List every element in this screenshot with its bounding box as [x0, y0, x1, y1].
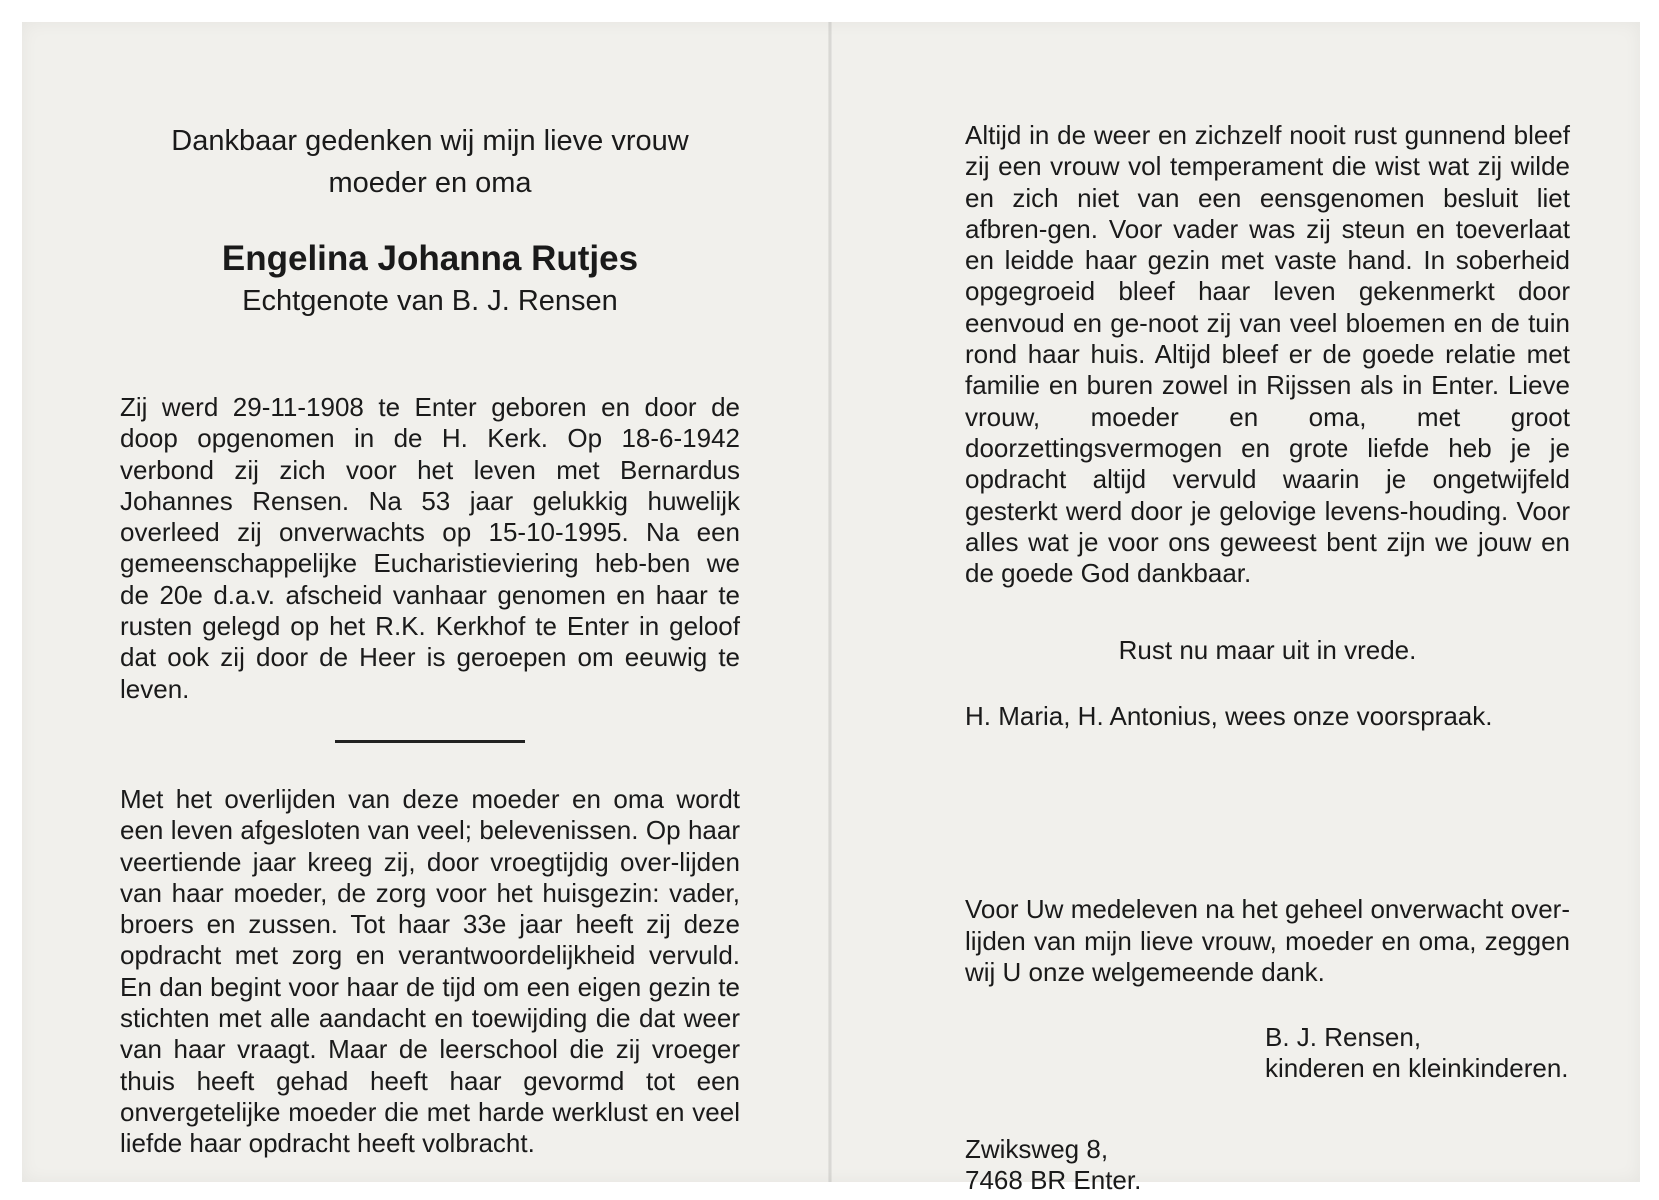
thanks-paragraph: Voor Uw medeleven na het geheel onverwacht over-lijden van mijn lieve vrouw, moeder en oma, zeggen wij U onze welgemeende dank. — [965, 894, 1570, 988]
intro-line-2: moeder en oma — [328, 167, 532, 199]
spouse-line: Echtgenote van B. J. Rensen — [242, 285, 618, 317]
character-paragraph: Altijd in de weer en zichzelf nooit rust gunnend bleef zij een vrouw vol temperament die wist wat zij wilde en zich niet van een eensgenomen besluit liet afbren-gen. Voor vader was zij steun en toeverlaat en leidde haar gezin met vaste hand. In soberheid opgegroeid bleef haar leven gekenmerkt door eenvoud en ge-noot zij van veel bloemen en de tuin rond haar huis. Altijd bleef er de goede relatie met familie en buren zowel in Rijssen als in Enter. Lieve vrouw, moeder en oma, met groot doorzettingsvermogen en grote liefde heb je je opdracht altijd vervuld waarin je ongetwijfeld gesterkt werd door je gelovige levens-houding. Voor alles wat je voor ons geweest bent zijn we jouw en de goede God dankbaar. — [965, 120, 1570, 589]
address-street: Zwiksweg 8, — [965, 1134, 1109, 1165]
life-paragraph: Met het overlijden van deze moeder en oma wordt een leven afgesloten van veel; belevenissen. Op haar veertiende jaar kreeg zij, door vroegtijdig over-lijden van haar moeder, de zorg voor het huisgezin: vader, broers en zussen. Tot haar 33e jaar heeft zij deze opdracht met zorg en verantwoordelijkheid vervuld. En dan begint voor haar de tijd om een eigen gezin te stichten met alle aandacht en toewijding die dat weer van haar vraagt. Maar de leerschool die zij vroeger thuis heeft gehad heeft haar gevormd tot een onvergetelijke moeder die met harde werklust en veel liefde haar opdracht heeft volbracht. — [120, 783, 740, 1159]
intro-text — [120, 120, 740, 204]
address-city: 7468 BR Enter. — [965, 1165, 1142, 1196]
biography-paragraph: Zij werd 29-11-1908 te Enter geboren en door de doop opgenomen in de H. Kerk. Op 18-6-1942 verbond zij zich voor het leven met Bernardus Johannes Rensen. Na 53 jaar gelukkig huwelijk overleed zij onverwachts op 15-10-1995. Na een gemeenschappelijke Eucharistieviering heb-ben we de 20e d.a.v. afscheid vanhaar genomen en haar te rusten gelegd op het R.K. Kerkhof te Enter in geloof dat ook zij door de Heer is geroepen om eeuwig te leven. — [120, 392, 740, 704]
prayer-line: H. Maria, H. Antonius, wees onze voorspraak. — [965, 701, 1493, 732]
deceased-name: Engelina Johanna Rutjes — [221, 239, 639, 278]
signoff-family: kinderen en kleinkinderen. — [1265, 1053, 1569, 1084]
card-fold — [828, 22, 832, 1182]
rest-in-peace-line: Rust nu maar uit in vrede. — [1118, 635, 1417, 666]
signoff-name: B. J. Rensen, — [1265, 1022, 1422, 1053]
right-panel — [965, 120, 1570, 1196]
left-panel — [120, 120, 740, 1160]
divider-rule — [335, 740, 525, 743]
intro-line-1: Dankbaar gedenken wij mijn lieve vrouw — [171, 125, 689, 157]
signoff — [1265, 1022, 1570, 1084]
address — [965, 1134, 1570, 1196]
